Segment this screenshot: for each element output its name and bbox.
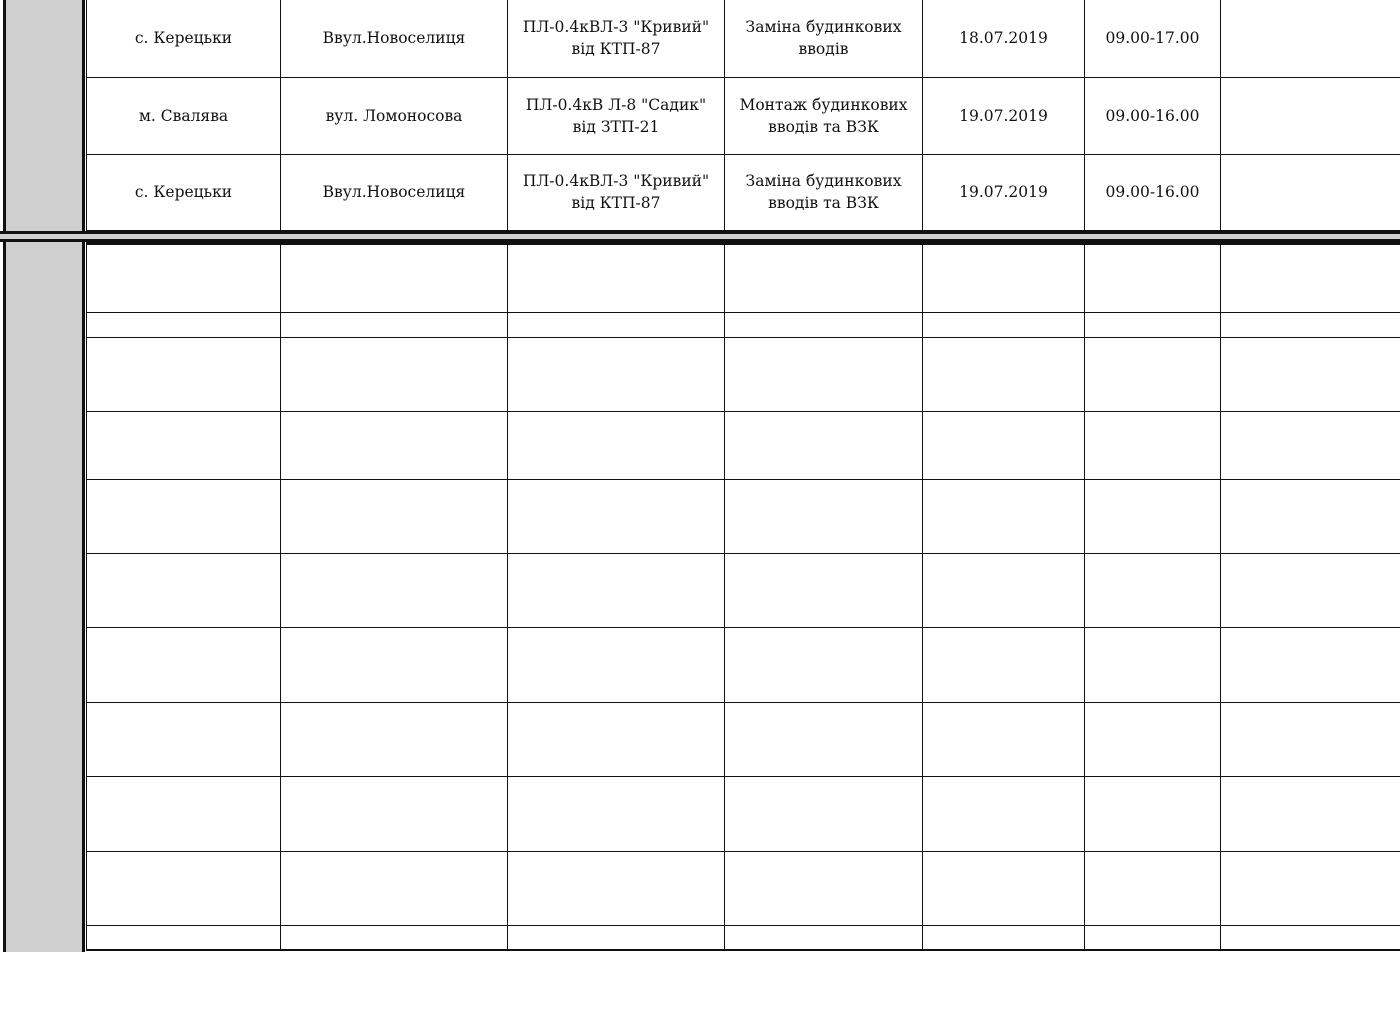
empty-cell	[725, 480, 923, 554]
settlement-cell: м. Свалява	[87, 77, 281, 154]
empty-row	[87, 628, 1400, 703]
empty-cell	[508, 313, 725, 338]
line-cell: ПЛ-0.4кВЛ-3 "Кривий" від КТП-87	[508, 0, 725, 77]
empty-row	[87, 412, 1400, 480]
empty-cell	[725, 628, 923, 703]
empty-cell	[281, 852, 508, 926]
empty-cell	[87, 628, 281, 703]
empty-cell	[508, 244, 725, 313]
empty-cell	[725, 244, 923, 313]
note-cell	[1221, 154, 1400, 231]
empty-cell	[923, 926, 1085, 950]
empty-cell	[923, 313, 1085, 338]
date-cell: 19.07.2019	[923, 154, 1085, 231]
empty-cell	[508, 338, 725, 412]
street-cell: вул. Ломоносова	[281, 77, 508, 154]
empty-cell	[1085, 554, 1221, 628]
empty-cell	[923, 777, 1085, 852]
street-cell: Ввул.Новоселиця	[281, 0, 508, 77]
empty-cell	[1221, 480, 1400, 554]
empty-cell	[281, 926, 508, 950]
note-cell	[1221, 77, 1400, 154]
table-row	[87, 0, 1400, 77]
empty-cell	[1085, 338, 1221, 412]
empty-cell	[281, 313, 508, 338]
empty-cell	[1085, 926, 1221, 950]
empty-cell	[508, 703, 725, 777]
date-cell: 19.07.2019	[923, 77, 1085, 154]
empty-cell	[1085, 244, 1221, 313]
empty-cell	[87, 338, 281, 412]
empty-cell	[725, 554, 923, 628]
empty-cell	[725, 703, 923, 777]
table-row	[87, 77, 1400, 154]
empty-cell	[725, 412, 923, 480]
section-divider	[0, 231, 1400, 242]
empty-cell	[87, 244, 281, 313]
time-cell: 09.00-16.00	[1085, 77, 1221, 154]
empty-cell	[725, 777, 923, 852]
empty-cell	[1085, 412, 1221, 480]
empty-row	[87, 777, 1400, 852]
empty-cell	[1221, 703, 1400, 777]
empty-cell	[1221, 777, 1400, 852]
empty-cell	[508, 480, 725, 554]
settlement-cell: с. Керецьки	[87, 0, 281, 77]
empty-cell	[508, 412, 725, 480]
empty-cell	[1221, 313, 1400, 338]
empty-row	[87, 313, 1400, 338]
empty-cell	[1085, 628, 1221, 703]
empty-cell	[923, 852, 1085, 926]
empty-cell	[281, 412, 508, 480]
empty-row	[87, 480, 1400, 554]
empty-cell	[281, 628, 508, 703]
region-column-top	[3, 0, 85, 232]
empty-cell	[1085, 852, 1221, 926]
empty-row	[87, 703, 1400, 777]
line-cell: ПЛ-0.4кВЛ-3 "Кривий" від КТП-87	[508, 154, 725, 231]
empty-cell	[508, 926, 725, 950]
line-cell: ПЛ-0.4кВ Л-8 "Садик" від ЗТП-21	[508, 77, 725, 154]
empty-cell	[1221, 338, 1400, 412]
empty-cell	[87, 554, 281, 628]
empty-cell	[87, 480, 281, 554]
empty-row	[87, 338, 1400, 412]
empty-cell	[508, 628, 725, 703]
empty-cell	[1221, 554, 1400, 628]
empty-cell	[281, 244, 508, 313]
empty-cell	[923, 554, 1085, 628]
empty-cell	[1085, 777, 1221, 852]
work-cell: Монтаж будинкових вводів та ВЗК	[725, 77, 923, 154]
empty-cell	[1221, 412, 1400, 480]
empty-row	[87, 926, 1400, 950]
empty-cell	[1221, 628, 1400, 703]
table-row	[87, 154, 1400, 231]
empty-cell	[1085, 313, 1221, 338]
empty-cell	[281, 554, 508, 628]
work-cell: Заміна будинкових вводів та ВЗК	[725, 154, 923, 231]
empty-row	[87, 852, 1400, 926]
empty-cell	[87, 777, 281, 852]
empty-cell	[923, 412, 1085, 480]
empty-cell	[87, 703, 281, 777]
empty-cell	[725, 313, 923, 338]
empty-cell	[281, 777, 508, 852]
empty-table	[86, 242, 1400, 951]
empty-cell	[923, 703, 1085, 777]
empty-cell	[281, 703, 508, 777]
date-cell: 18.07.2019	[923, 0, 1085, 77]
empty-cell	[87, 852, 281, 926]
empty-cell	[923, 338, 1085, 412]
empty-cell	[281, 338, 508, 412]
settlement-cell: с. Керецьки	[87, 154, 281, 231]
empty-cell	[725, 338, 923, 412]
empty-cell	[508, 852, 725, 926]
empty-cell	[923, 480, 1085, 554]
empty-cell	[508, 777, 725, 852]
empty-cell	[1221, 926, 1400, 950]
time-cell: 09.00-16.00	[1085, 154, 1221, 231]
outage-table	[86, 0, 1400, 233]
empty-row	[87, 554, 1400, 628]
empty-row	[87, 244, 1400, 313]
empty-cell	[923, 628, 1085, 703]
region-column-bottom	[3, 240, 85, 952]
empty-cell	[87, 412, 281, 480]
street-cell: Ввул.Новоселиця	[281, 154, 508, 231]
empty-cell	[923, 244, 1085, 313]
time-cell: 09.00-17.00	[1085, 0, 1221, 77]
empty-cell	[1085, 703, 1221, 777]
empty-cell	[87, 926, 281, 950]
empty-cell	[725, 852, 923, 926]
empty-cell	[1221, 852, 1400, 926]
empty-cell	[281, 480, 508, 554]
work-cell: Заміна будинкових вводів	[725, 0, 923, 77]
empty-cell	[87, 313, 281, 338]
empty-cell	[508, 554, 725, 628]
empty-cell	[1085, 480, 1221, 554]
note-cell	[1221, 0, 1400, 77]
empty-cell	[1221, 244, 1400, 313]
empty-cell	[725, 926, 923, 950]
